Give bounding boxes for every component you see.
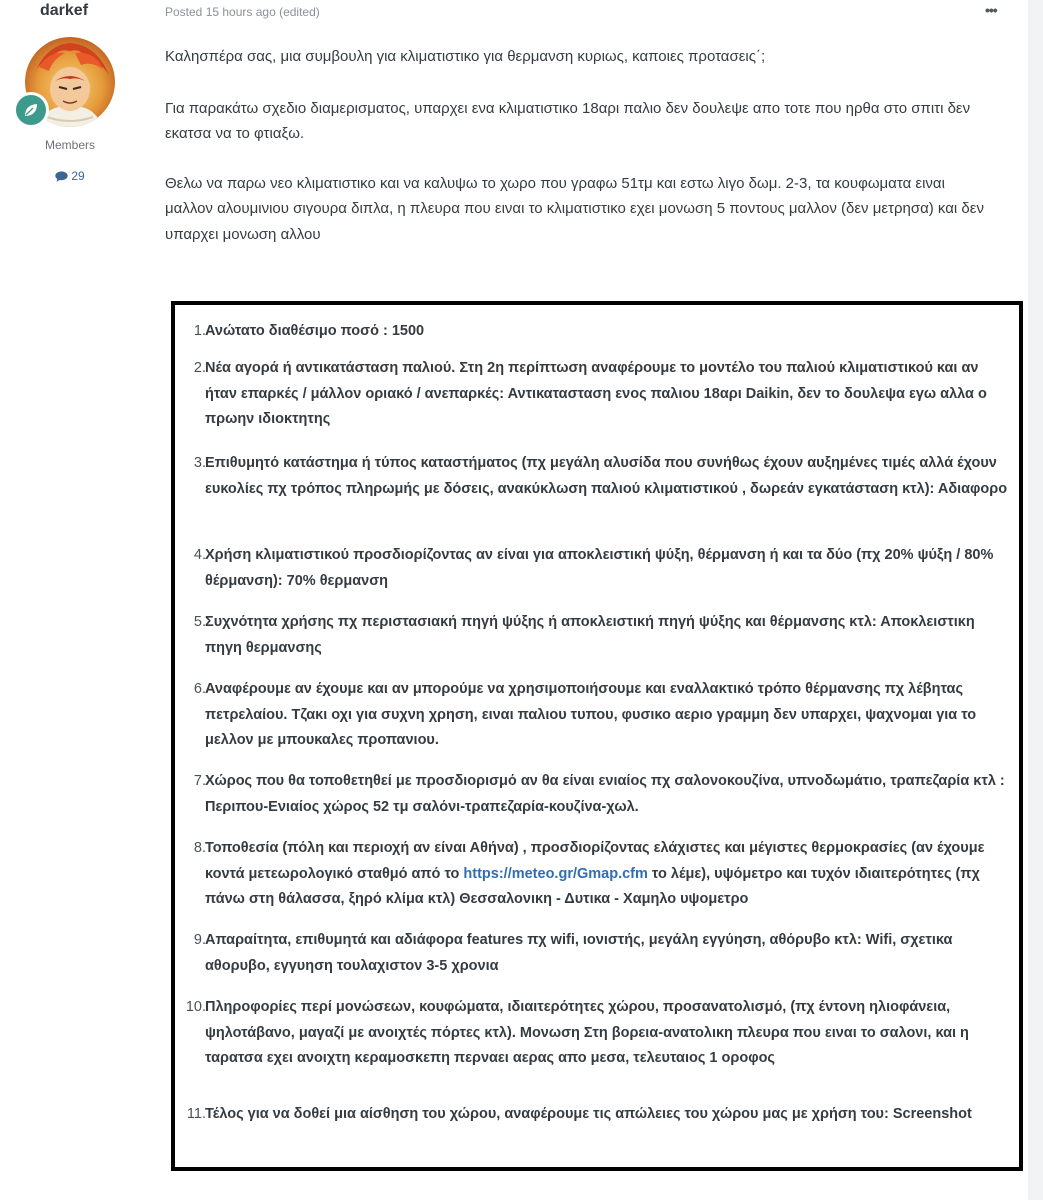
post-meta[interactable]: Posted 15 hours ago (edited) bbox=[165, 5, 320, 19]
list-item bbox=[175, 610, 1019, 661]
list-item bbox=[175, 677, 1019, 754]
list-item-text: Πληροφορίες περί μονώσεων, κουφώματα, ιδιαιτερότητες χώρου, προσανατολισμό, (πχ έντονη ηλιοφάνεια, ψηλοτάβανο, μαγαζί με ανοιχτές πόρτες κτλ). Μονωση Στη βορεια-ανατολικη πλευρα που ειναι το σαλονι, και η ταρατσα εχει ανοιχτη κεραμοσκεπη περναει αερας απο μεσα, τελευταιος 1 οροφος bbox=[205, 999, 969, 1066]
list-item-number: 10. bbox=[185, 999, 206, 1015]
post-content bbox=[165, 44, 995, 271]
list-item bbox=[175, 995, 1019, 1072]
list-item bbox=[175, 319, 1019, 345]
author-name[interactable]: darkef bbox=[40, 2, 89, 19]
list-item-text-part: το λέμε), υψόμετρο και τυχόν ιδιαιτερότητες (πχ πάνω στη θάλασσα, ξηρό κλίμα κτλ) Θεσσαλονικη - Δυτικα - Χαμηλο υψομετρο bbox=[205, 865, 980, 907]
list-item bbox=[175, 928, 1019, 979]
list-item-number: 3. bbox=[193, 455, 206, 471]
post-paragraph: Θελω να παρω νεο κλιματιστικο και να καλυψω το χωρο που γραφω 51τμ και εστω λιγο δωμ. 2-3, τα κουφωματα ειναι μαλλον αλουμινιου σιγουρα διπλα, η πλευρα που ειναι το κλιματιστικο εχει μονωση 5 ποντους μαλλον (δεν μετρησα) και δεν υπαρχει μονωση αλλου bbox=[165, 174, 984, 243]
list-item-number: 9. bbox=[193, 932, 206, 948]
more-options-button[interactable]: ••• bbox=[985, 2, 997, 18]
rank-badge-leaf-icon bbox=[13, 92, 49, 128]
list-item-number: 8. bbox=[193, 840, 206, 856]
list-item-text-part: Τοποθεσία (πόλη και περιοχή αν είναι Αθήνα) , προσδιορίζοντας ελάχιστες και μέγιστες θερμοκρασίες (αν έχουμε κοντά μετεωρολογικό σταθμό από το bbox=[205, 840, 985, 882]
meteo-link[interactable]: https://meteo.gr/Gmap.cfm bbox=[463, 865, 648, 882]
comment-icon bbox=[55, 171, 68, 182]
questionnaire-box bbox=[171, 301, 1023, 1171]
list-item-number: 2. bbox=[193, 360, 206, 376]
page-scroll-gutter bbox=[1028, 0, 1043, 1200]
author-group: Members bbox=[44, 138, 95, 152]
list-item bbox=[175, 451, 1019, 502]
list-item bbox=[175, 1102, 1019, 1128]
list-item-text: Νέα αγορά ή αντικατάσταση παλιού. Στη 2η περίπτωση αναφέρουμε το μοντέλο του παλιού κλιματιστικού και αν ήταν επαρκές / μάλλον οριακό / ανεπαρκές: Αντικατασταση ενος παλιου 18αρι Daikin, δεν το δουλεψα εγω αλλα ο πρωην ιδιοκτητης bbox=[205, 360, 987, 427]
list-item-text: Τέλος για να δοθεί μια αίσθηση του χώρου, αναφέρουμε τις απώλειες του χώρου μας με χρήση του: Screenshot bbox=[205, 1106, 972, 1122]
list-item-text: Συχνότητα χρήσης πχ περιστασιακή πηγή ψύξης ή αποκλειστική πηγή ψύξης και θέρμανσης κτλ: Αποκλειστικη πηγη θερμανσης bbox=[205, 614, 975, 656]
list-item-text: Χρήση κλιματιστικού προσδιορίζοντας αν είναι για αποκλειστική ψύξη, θέρμανση ή και τα δύο (πχ 20% ψύξη / 80% θέρμανση): 70% θερμανση bbox=[205, 547, 994, 589]
list-item-text bbox=[205, 836, 1013, 913]
list-item-number: 6. bbox=[193, 681, 206, 697]
list-item-number: 11. bbox=[186, 1106, 206, 1122]
post-paragraph: Για παρακάτω σχεδιο διαμερισματος, υπαρχει ενα κλιματιστικο 18αρι παλιο δεν δουλεψε απο τοτε που ηρθα στο σπιτι δεν εκατσα να το φτιαξω. bbox=[165, 99, 971, 142]
leaf-icon bbox=[22, 101, 40, 119]
post-paragraph: Καλησπέρα σας, μια συμβουλη για κλιματιστικο για θερμανση κυριως, καποιες προτασεις΄; bbox=[165, 48, 766, 65]
list-item bbox=[175, 356, 1019, 433]
list-item-text: Απαραίτητα, επιθυμητά και αδιάφορα features πχ wifi, ιονιστής, μεγάλη εγγύηση, αθόρυβο κτλ: Wifi, σχετικα αθορυβο, εγγυηση τουλαχιστον 3-5 χρονια bbox=[205, 932, 953, 974]
list-item bbox=[175, 836, 1019, 913]
list-item bbox=[175, 543, 1019, 594]
list-item bbox=[175, 769, 1019, 820]
list-item-number: 4. bbox=[193, 547, 206, 563]
list-item-number: 7. bbox=[193, 773, 206, 789]
list-item-text: Επιθυμητό κατάστημα ή τύπος καταστήματος (πχ μεγάλη αλυσίδα που συνήθως έχουν αυξημένες τιμές αλλά έχουν ευκολίες πχ τρόπος πληρωμής με δόσεις, ανακύκλωση παλιού κλιματιστικού , δωρεάν εγκατάσταση κτλ): Αδιαφορο bbox=[205, 455, 1008, 497]
list-item-number: 5. bbox=[193, 614, 206, 630]
author-post-count[interactable] bbox=[25, 169, 115, 183]
list-item-number: 1. bbox=[193, 323, 206, 339]
post-count-value: 29 bbox=[71, 169, 85, 183]
list-item-text: Ανώτατο διαθέσιμο ποσό : 1500 bbox=[205, 323, 425, 339]
list-item-text: Αναφέρουμε αν έχουμε και αν μπορούμε να χρησιμοποιήσουμε και εναλλακτικό τρόπο θέρμανσης πχ λέβητας πετρελαίου. Τζακι οχι για συχνη χρηση, ειναι παλιου τυπου, φυσικο αεριο γραμμη δεν υπαρχει, ψαχνομαι για το μελλον με μπουκαλες προπανιου. bbox=[205, 681, 977, 748]
list-item-text: Χώρος που θα τοποθετηθεί με προσδιορισμό αν θα είναι ενιαίος πχ σαλονοκουζίνα, υπνοδωμάτιο, τραπεζαρία κτλ : Περιπου-Ενιαίος χώρος 52 τμ σαλόνι-τραπεζαρία-κουζίνα-χωλ. bbox=[205, 773, 1005, 815]
